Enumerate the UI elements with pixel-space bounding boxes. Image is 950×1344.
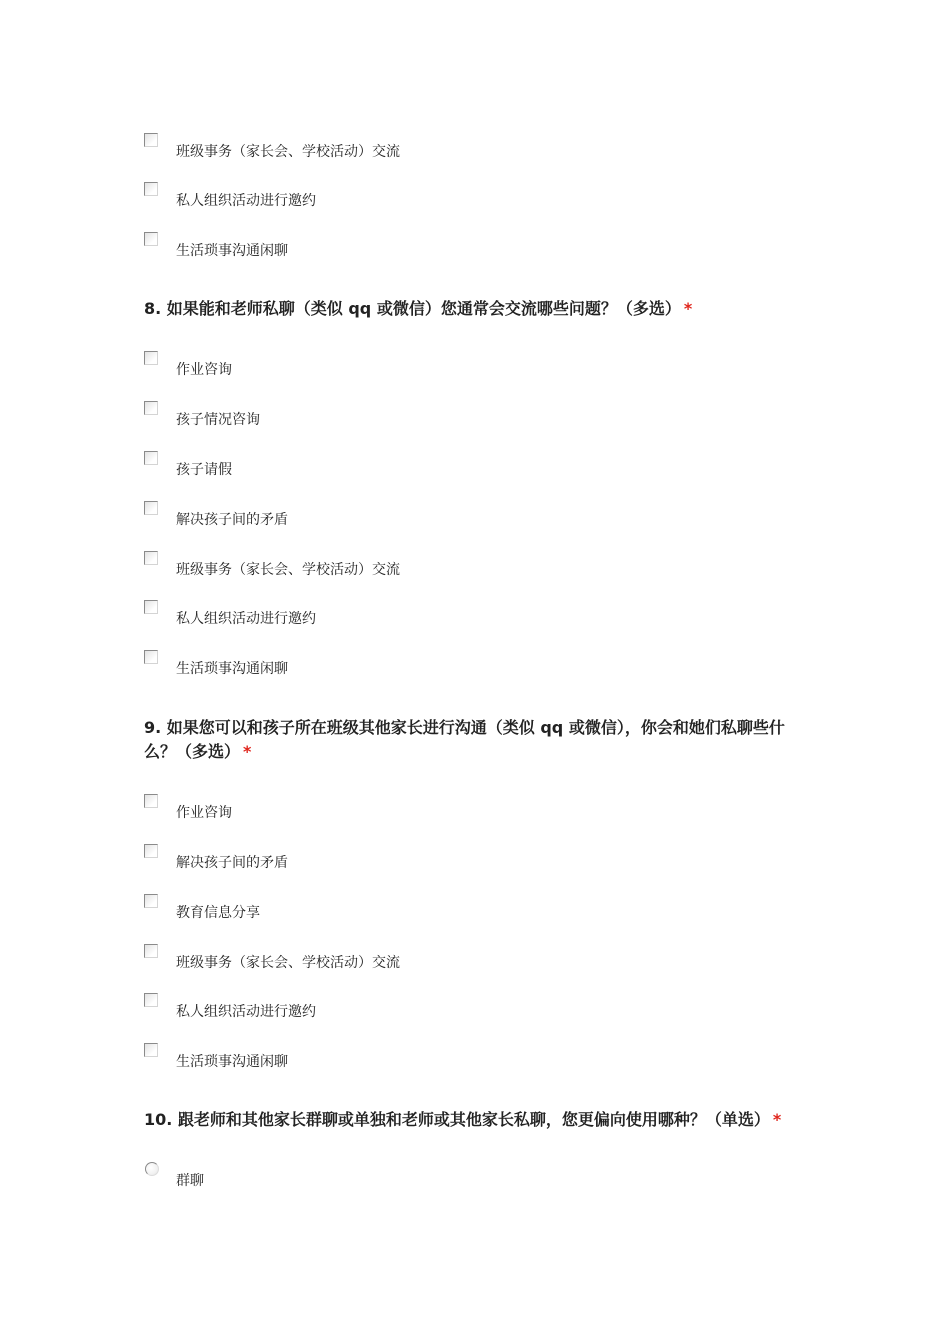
q8-option-child-status[interactable] bbox=[144, 401, 744, 435]
option-label: 班级事务（家长会、学校活动）交流 bbox=[176, 562, 400, 578]
option-label: 私人组织活动进行邀约 bbox=[176, 1004, 316, 1020]
option-label: 群聊 bbox=[176, 1173, 204, 1189]
required-marker: * bbox=[772, 1110, 782, 1129]
option-label: 生活琐事沟通闲聊 bbox=[176, 661, 288, 677]
question-text-line1: 9. 如果您可以和孩子所在班级其他家长进行沟通（类似 qq 或微信），你会和她们私聊些什 bbox=[144, 718, 785, 737]
option-label: 解决孩子间的矛盾 bbox=[176, 512, 288, 528]
q8-option-private-activities[interactable] bbox=[144, 600, 744, 634]
question-text: 8. 如果能和老师私聊（类似 qq 或微信）您通常会交流哪些问题？（多选） bbox=[144, 299, 681, 318]
required-marker: * bbox=[683, 299, 693, 318]
option-label: 解决孩子间的矛盾 bbox=[176, 855, 288, 871]
checkbox[interactable] bbox=[144, 351, 158, 365]
option-label: 孩子情况咨询 bbox=[176, 412, 260, 428]
option-label: 班级事务（家长会、学校活动）交流 bbox=[176, 144, 400, 160]
checkbox[interactable] bbox=[144, 501, 158, 515]
required-marker: * bbox=[243, 742, 252, 761]
checkbox[interactable] bbox=[144, 944, 158, 958]
q8-option-daily-chat[interactable] bbox=[144, 650, 744, 684]
checkbox[interactable] bbox=[144, 993, 158, 1007]
q9-option-daily-chat[interactable] bbox=[144, 1043, 744, 1077]
q9-option-private-activities[interactable] bbox=[144, 993, 744, 1027]
q8-option-conflict[interactable] bbox=[144, 501, 744, 535]
q9-option-class-affairs[interactable] bbox=[144, 944, 744, 978]
option-label: 孩子请假 bbox=[176, 462, 232, 478]
checkbox[interactable] bbox=[144, 551, 158, 565]
option-label: 班级事务（家长会、学校活动）交流 bbox=[176, 955, 400, 971]
question-text: 10. 跟老师和其他家长群聊或单独和老师或其他家长私聊，您更偏向使用哪种？（单选） bbox=[144, 1110, 770, 1129]
option-label: 私人组织活动进行邀约 bbox=[176, 193, 316, 209]
checkbox[interactable] bbox=[144, 844, 158, 858]
q9-option-education-info[interactable] bbox=[144, 894, 744, 928]
option-label: 作业咨询 bbox=[176, 362, 232, 378]
checkbox[interactable] bbox=[144, 182, 158, 196]
checkbox[interactable] bbox=[144, 133, 158, 147]
question-8-title bbox=[144, 297, 824, 321]
q8-option-class-affairs[interactable] bbox=[144, 551, 744, 585]
q8-option-leave[interactable] bbox=[144, 451, 744, 485]
q9-option-homework[interactable] bbox=[144, 794, 744, 828]
q7-option-private-activities[interactable] bbox=[144, 182, 744, 216]
option-label: 私人组织活动进行邀约 bbox=[176, 611, 316, 627]
question-text-line2: 么？（多选） bbox=[144, 742, 241, 761]
checkbox[interactable] bbox=[144, 401, 158, 415]
checkbox[interactable] bbox=[144, 451, 158, 465]
q8-option-homework[interactable] bbox=[144, 351, 744, 385]
q7-option-class-affairs[interactable] bbox=[144, 133, 744, 167]
checkbox[interactable] bbox=[144, 600, 158, 614]
checkbox[interactable] bbox=[144, 650, 158, 664]
q9-option-conflict[interactable] bbox=[144, 844, 744, 878]
q7-option-daily-chat[interactable] bbox=[144, 232, 744, 266]
option-label: 教育信息分享 bbox=[176, 905, 260, 921]
radio-button[interactable] bbox=[145, 1162, 159, 1176]
checkbox[interactable] bbox=[144, 794, 158, 808]
question-10-title bbox=[144, 1108, 824, 1132]
checkbox[interactable] bbox=[144, 1043, 158, 1057]
option-label: 生活琐事沟通闲聊 bbox=[176, 243, 288, 259]
option-label: 作业咨询 bbox=[176, 805, 232, 821]
q10-option-group-chat[interactable] bbox=[144, 1162, 744, 1196]
checkbox[interactable] bbox=[144, 232, 158, 246]
question-9-title bbox=[144, 716, 824, 764]
checkbox[interactable] bbox=[144, 894, 158, 908]
option-label: 生活琐事沟通闲聊 bbox=[176, 1054, 288, 1070]
